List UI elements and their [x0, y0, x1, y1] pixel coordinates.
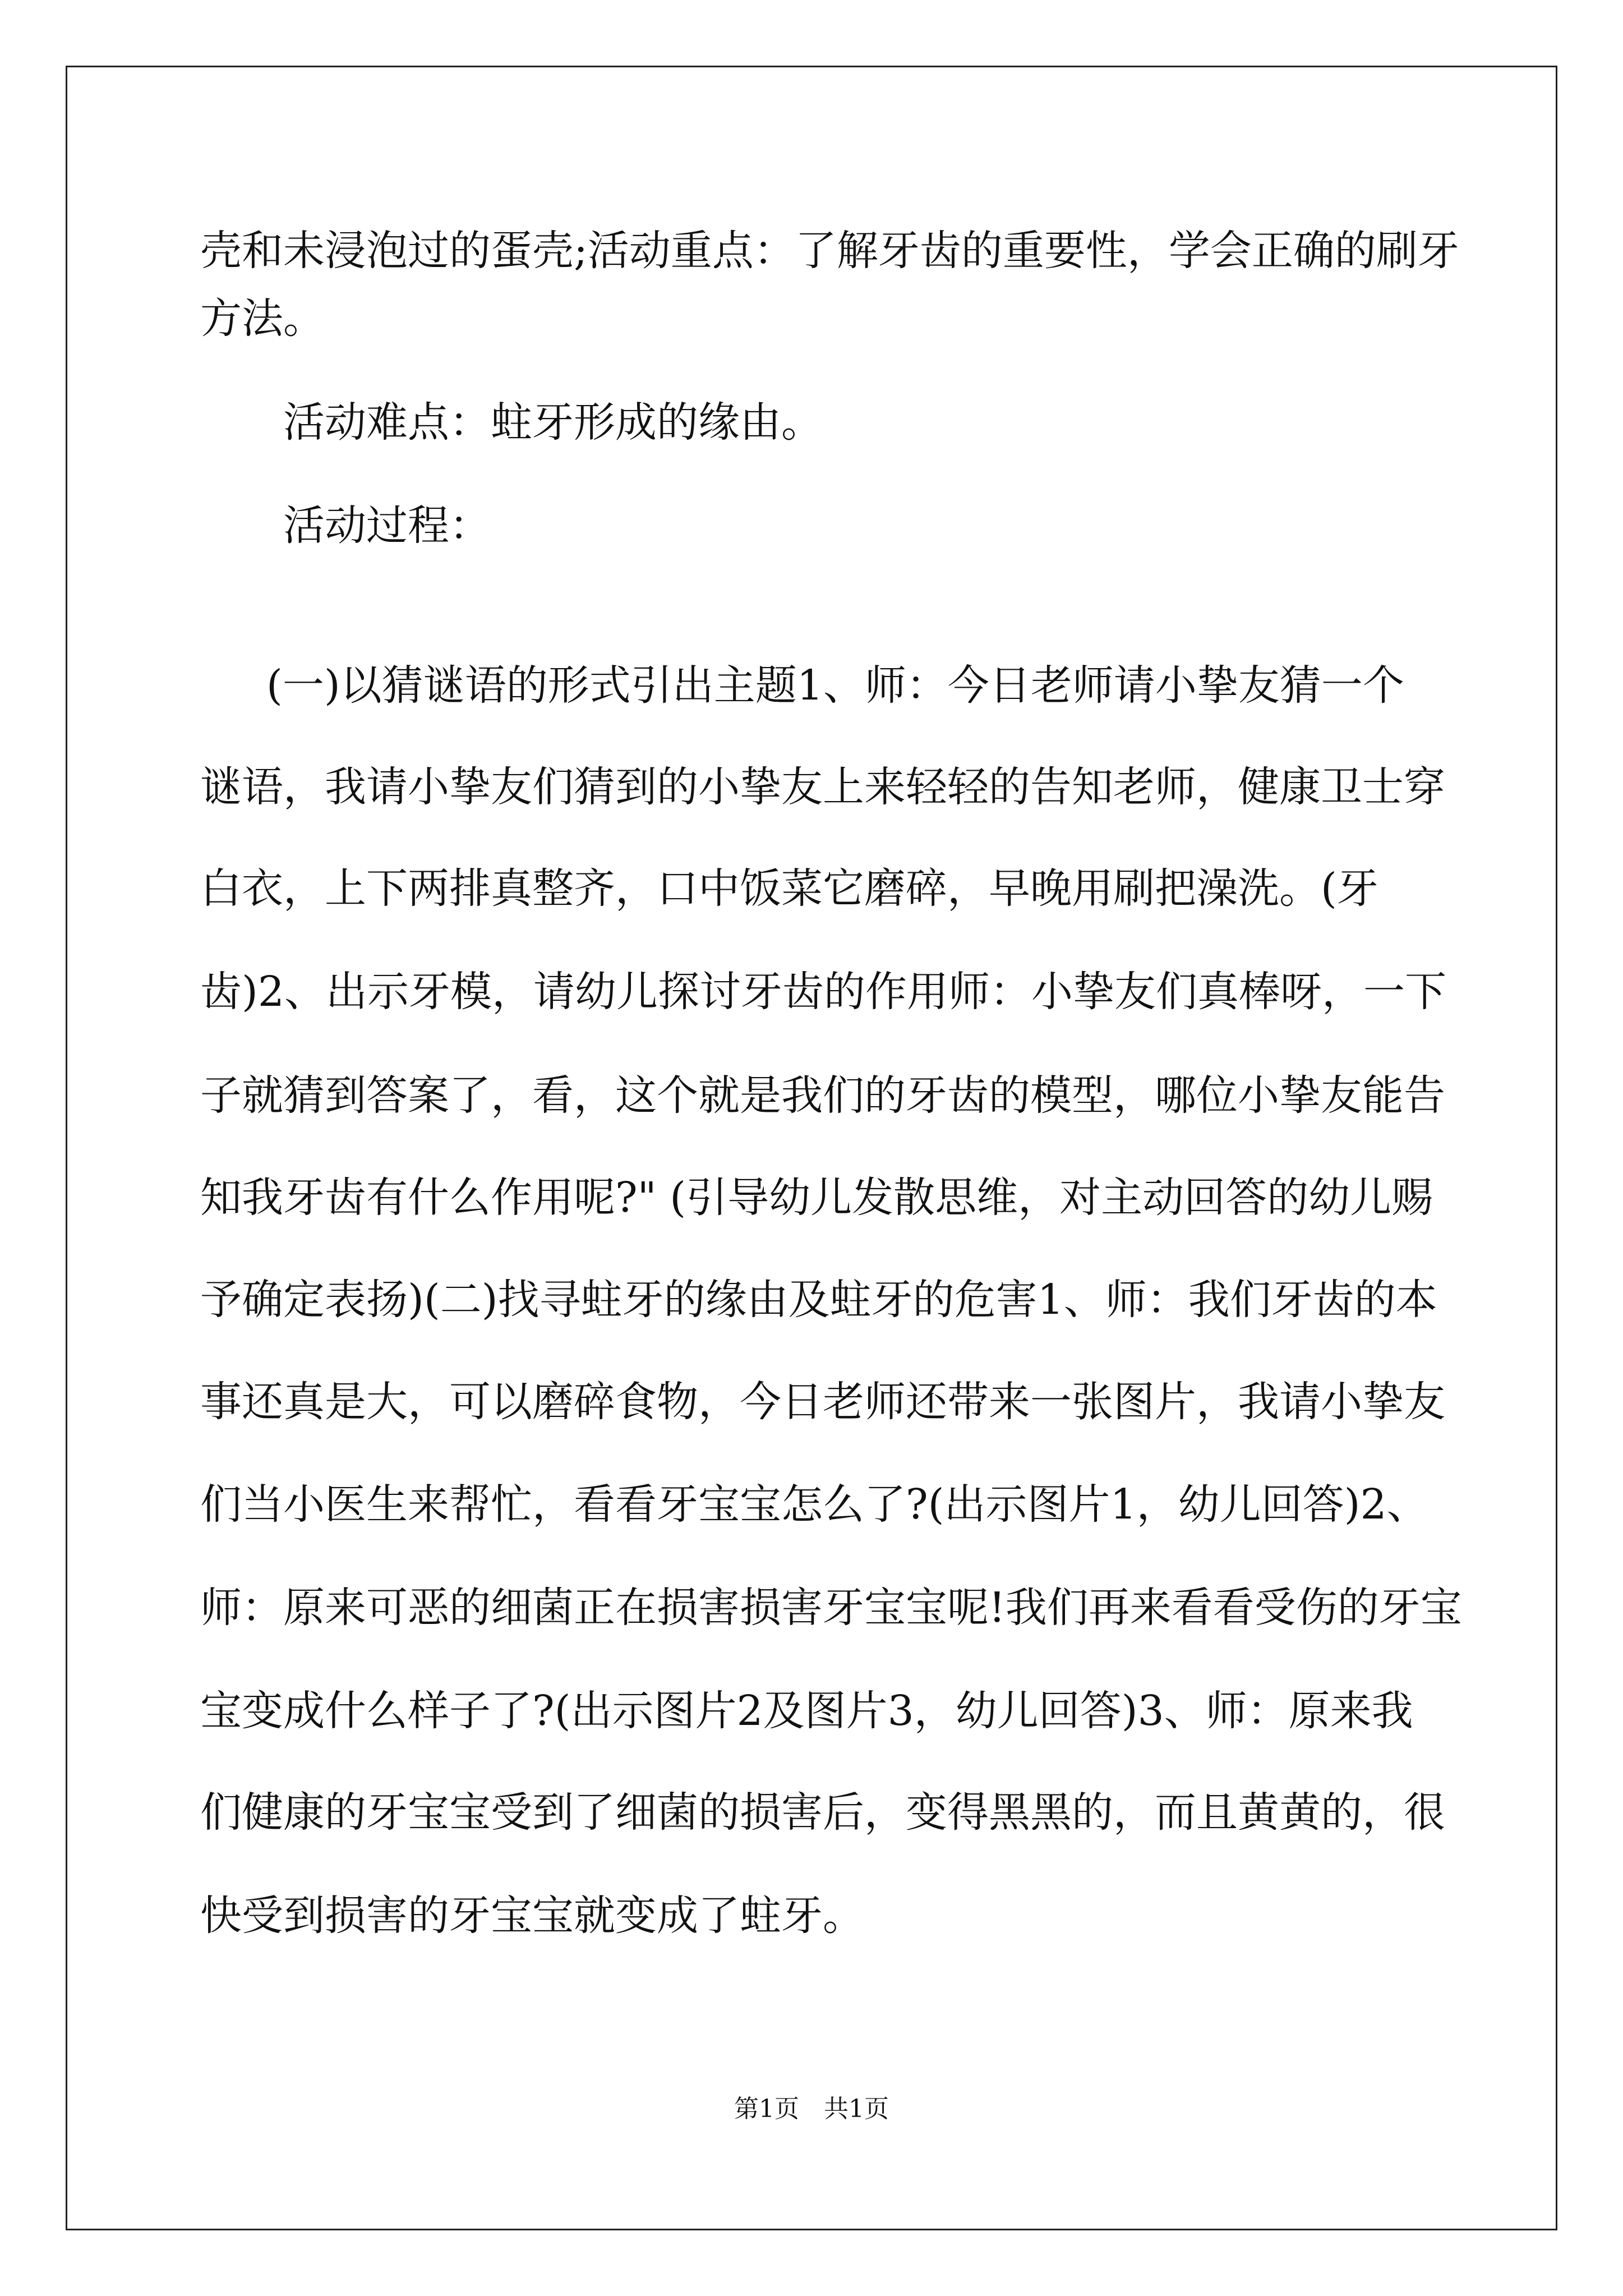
text-line: 方法。 — [200, 295, 325, 343]
text-line: 们当小医生来帮忙，看看牙宝宝怎么了?(出示图片1，幼儿回答)2、 — [200, 1480, 1428, 1529]
page-number-footer: 第1页 共1页 — [734, 2095, 889, 2123]
text-line: 活动过程： — [283, 501, 491, 550]
text-line: 们健康的牙宝宝受到了细菌的损害后，变得黑黑的，而且黄黄的，很 — [200, 1788, 1445, 1837]
text-line: 事还真是大，可以磨碎食物，今日老师还带来一张图片，我请小挚友 — [200, 1378, 1445, 1426]
text-line: 白衣，上下两排真整齐，口中饭菜它磨碎，早晚用刷把澡洗。(牙 — [200, 864, 1378, 913]
text-line: 子就猜到答案了，看，这个就是我们的牙齿的模型，哪位小挚友能告 — [200, 1071, 1445, 1120]
text-line: 宝变成什么样子了?(出示图片2及图片3，幼儿回答)3、师：原来我 — [200, 1687, 1413, 1735]
text-line: 壳和未浸泡过的蛋壳;活动重点：了解牙齿的重要性，学会正确的刷牙 — [200, 227, 1459, 275]
text-line: 活动难点：蛀牙形成的缘由。 — [283, 398, 823, 447]
text-line: 知我牙齿有什么作用呢?" (引导幼儿发散思维，对主动回答的幼儿赐 — [200, 1174, 1433, 1222]
text-line: 快受到损害的牙宝宝就变成了蛀牙。 — [200, 1892, 864, 1940]
text-line: 予确定表扬)(二)找寻蛀牙的缘由及蛀牙的危害1、师：我们牙齿的本 — [200, 1276, 1437, 1324]
text-line: 齿)2、出示牙模，请幼儿探讨牙齿的作用师：小挚友们真棒呀，一下 — [200, 968, 1446, 1016]
text-line: (一)以猜谜语的形式引出主题1、师：今日老师请小挚友猜一个 — [266, 661, 1404, 710]
text-line: 师：原来可恶的细菌正在损害损害牙宝宝呢!我们再来看看受伤的牙宝 — [200, 1584, 1462, 1632]
text-line: 谜语，我请小挚友们猜到的小挚友上来轻轻的告知老师，健康卫士穿 — [200, 763, 1445, 811]
